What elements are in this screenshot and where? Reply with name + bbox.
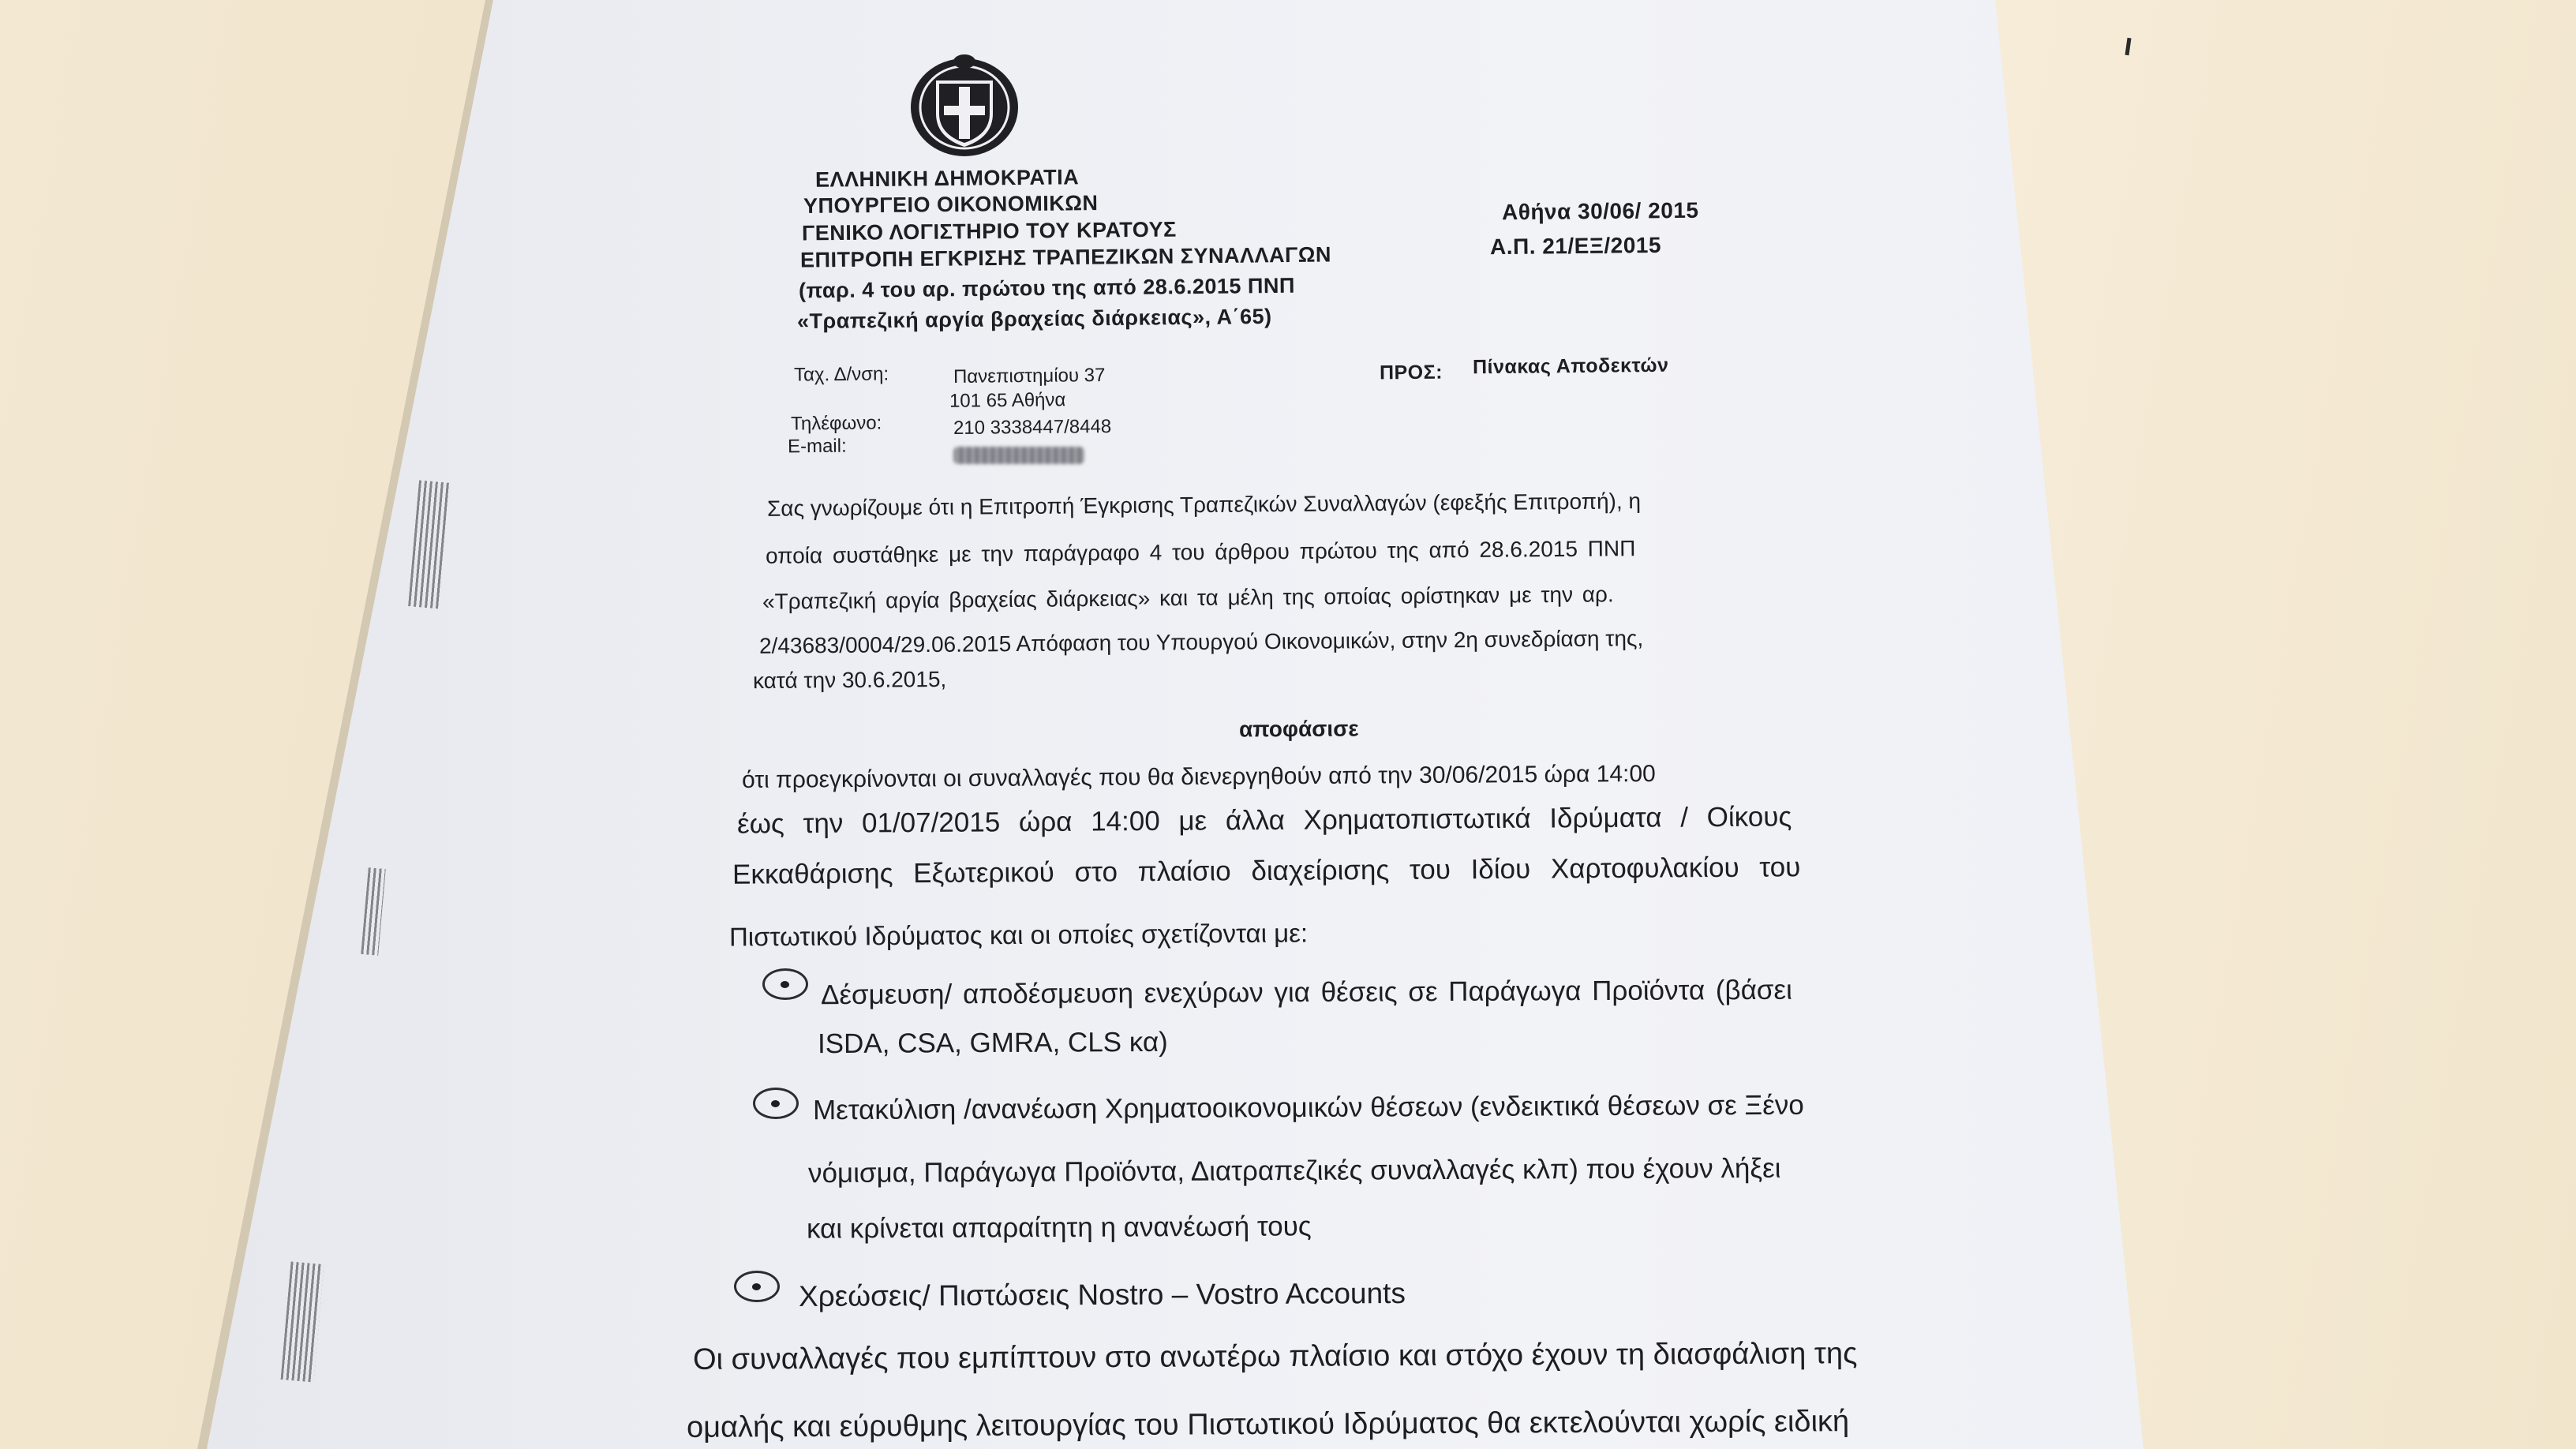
closing-line: ομαλής και εύρυθμης λειτουργίας του Πιστωτικού Ιδρύματος θα εκτελούνται χωρίς ειδική (686, 1405, 1850, 1444)
header-line: ΕΛΛΗΝΙΚΗ ΔΗΜΟΚΡΑΤΙΑ (814, 165, 1080, 192)
address-label: Ταχ. Δ/νση: (793, 363, 889, 386)
email-label: E-mail: (787, 435, 847, 458)
bullet-line: Μετακύλιση /ανανέωση Χρηματοοικονομικών θέσεων (ενδεικτικά θέσεων σε Ξένο (812, 1089, 1804, 1126)
intro-line: Σας γνωρίζουμε ότι η Επιτροπή Έγκρισης Τραπεζικών Συναλλαγών (εφεξής Επιτροπή), η (766, 489, 1642, 521)
phone-label: Τηλέφωνο: (790, 412, 882, 435)
intro-line: «Τραπεζική αργία βραχείας διάρκειας» και τα μέλη της οποίας ορίστηκαν με την αρ. (762, 582, 1614, 614)
closing-line: Οι συναλλαγές που εμπίπτουν στο ανωτέρω πλαίσιο και στόχο έχουν τη διασφάλιση της (692, 1337, 1858, 1376)
bullet-line: και κρίνεται απαραίτητη η ανανέωσή τους (806, 1211, 1312, 1245)
bullet-line: ISDA, CSA, GMRA, CLS κα) (817, 1026, 1168, 1060)
redacted-email (953, 447, 1084, 464)
decision-line: ότι προεγκρίνονται οι συναλλαγές που θα διενεργηθούν από την 30/06/2015 ώρα 14:00 (741, 760, 1656, 794)
phone-value: 210 3338447/8448 (953, 415, 1112, 440)
bullet-line: νόμισμα, Παράγωγα Προϊόντα, Διατραπεζικές συναλλαγές κλπ) που έχουν λήξει (807, 1152, 1781, 1189)
header-line: «Τραπεζική αργία βραχείας διάρκειας», Α΄65) (796, 304, 1272, 334)
greek-coat-of-arms-icon (904, 49, 1024, 159)
intro-line: κατά την 30.6.2015, (752, 666, 947, 694)
recipient-label: ΠΡΟΣ: (1379, 361, 1443, 384)
protocol-number: Α.Π. 21/ΕΞ/2015 (1489, 232, 1662, 260)
header-line: (παρ. 4 του αρ. πρώτου της από 28.6.2015 ΠΝΠ (798, 273, 1296, 303)
header-line: ΓΕΝΙΚΟ ΛΟΓΙΣΤΗΡΙΟ ΤΟΥ ΚΡΑΤΟΥΣ (801, 217, 1177, 245)
bullet-line: Χρεώσεις/ Πιστώσεις Nostro – Vostro Accounts (798, 1276, 1406, 1313)
decision-heading: αποφάσισε (1238, 716, 1359, 742)
address-line: Πανεπιστημίου 37 (953, 364, 1106, 388)
bullet-line: Δέσμευση/ αποδέσμευση ενεχύρων για θέσεις σε Παράγωγα Προϊόντα (βάσει (820, 974, 1792, 1011)
bullet-marker (734, 1271, 780, 1302)
intro-line: οποία συστάθηκε με την παράγραφο 4 του άρθρου πρώτου της από 28.6.2015 ΠΝΠ (765, 536, 1636, 568)
header-line: ΕΠΙΤΡΟΠΗ ΕΓΚΡΙΣΗΣ ΤΡΑΠΕΖΙΚΩΝ ΣΥΝΑΛΛΑΓΩΝ (799, 242, 1332, 272)
bullet-marker (762, 968, 808, 1000)
decision-line: Πιστωτικού Ιδρύματος και οι οποίες σχετίζονται με: (728, 918, 1309, 952)
recipient-value: Πίνακας Αποδεκτών (1472, 354, 1669, 379)
decision-line: Εκκαθάρισης Εξωτερικού στο πλαίσιο διαχείρισης του Ιδίου Χαρτοφυλακίου του (732, 852, 1801, 890)
header-line: ΥΠΟΥΡΓΕΙΟ ΟΙΚΟΝΟΜΙΚΩΝ (803, 191, 1099, 218)
intro-line: 2/43683/0004/29.06.2015 Απόφαση του Υπουργού Οικονομικών, στην 2η συνεδρίαση της, (758, 626, 1644, 658)
document-date: Αθήνα 30/06/ 2015 (1501, 197, 1699, 225)
decision-line: έως την 01/07/2015 ώρα 14:00 με άλλα Χρηματοπιστωτικά Ιδρύματα / Οίκους (736, 801, 1792, 840)
address-line: 101 65 Αθήνα (949, 389, 1066, 412)
bullet-marker (753, 1088, 799, 1119)
